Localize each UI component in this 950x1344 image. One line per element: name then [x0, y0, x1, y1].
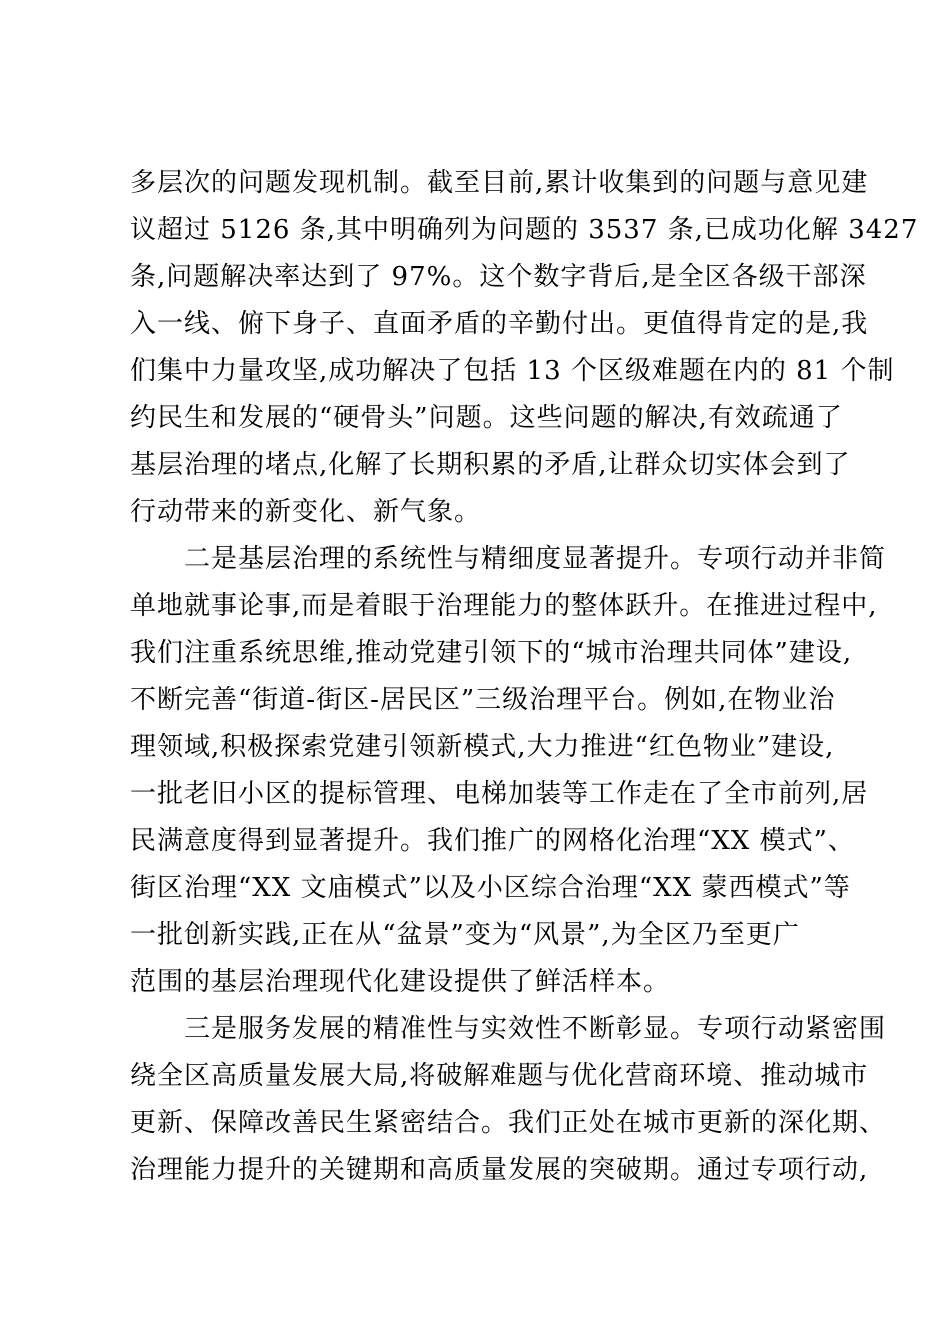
paragraph-start-line: 三是服务发展的精准性与实效性不断彰显。专项行动紧密围 — [130, 1014, 887, 1044]
text-line: 不断完善“街道-街区-居民区”三级治理平台。例如,在物业治 — [130, 685, 836, 715]
text-line: 条,问题解决率达到了 97%。这个数字背后,是全区各级干部深 — [130, 262, 867, 292]
text-line: 治理能力提升的关键期和高质量发展的突破期。通过专项行动, — [130, 1155, 869, 1185]
text-line: 理领域,积极探索党建引领新模式,大力推进“红色物业”建设, — [130, 732, 835, 762]
paragraph-start-line: 二是基层治理的系统性与精细度显著提升。专项行动并非简 — [130, 544, 887, 574]
text-line: 议超过 5126 条,其中明确列为问题的 3537 条,已成功化解 3427 — [130, 215, 919, 245]
text-line: 单地就事论事,而是着眼于治理能力的整体跃升。在推进过程中, — [130, 591, 878, 621]
text-line: 我们注重系统思维,推动党建引领下的“城市治理共同体”建设, — [130, 638, 853, 668]
text-line: 行动带来的新变化、新气象。 — [130, 497, 482, 527]
text-line: 多层次的问题发现机制。截至目前,累计收集到的问题与意见建 — [130, 168, 869, 198]
text-line: 范围的基层治理现代化建设提供了鲜活样本。 — [130, 967, 671, 997]
text-line: 约民生和发展的“硬骨头”问题。这些问题的解决,有效疏通了 — [130, 403, 843, 433]
text-line: 基层治理的堵点,化解了长期积累的矛盾,让群众切实体会到了 — [130, 450, 851, 480]
text-line: 一批创新实践,正在从“盆景”变为“风景”,为全区乃至更广 — [130, 920, 800, 950]
text-line: 绕全区高质量发展大局,将破解难题与优化营商环境、推动城市 — [130, 1061, 869, 1091]
text-line: 民满意度得到显著提升。我们推广的网格化治理“XX 模式”、 — [130, 826, 855, 856]
text-line: 街区治理“XX 文庙模式”以及小区综合治理“XX 蒙西模式”等 — [130, 873, 851, 903]
text-line: 更新、保障改善民生紧密结合。我们正处在城市更新的深化期、 — [130, 1108, 887, 1138]
text-line: 一批老旧小区的提标管理、电梯加装等工作走在了全市前列,居 — [130, 779, 869, 809]
text-line: 们集中力量攻坚,成功解决了包括 13 个区级难题在内的 81 个制 — [130, 356, 895, 386]
body-text — [130, 160, 919, 1194]
text-line: 入一线、俯下身子、直面矛盾的辛勤付出。更值得肯定的是,我 — [130, 309, 869, 339]
